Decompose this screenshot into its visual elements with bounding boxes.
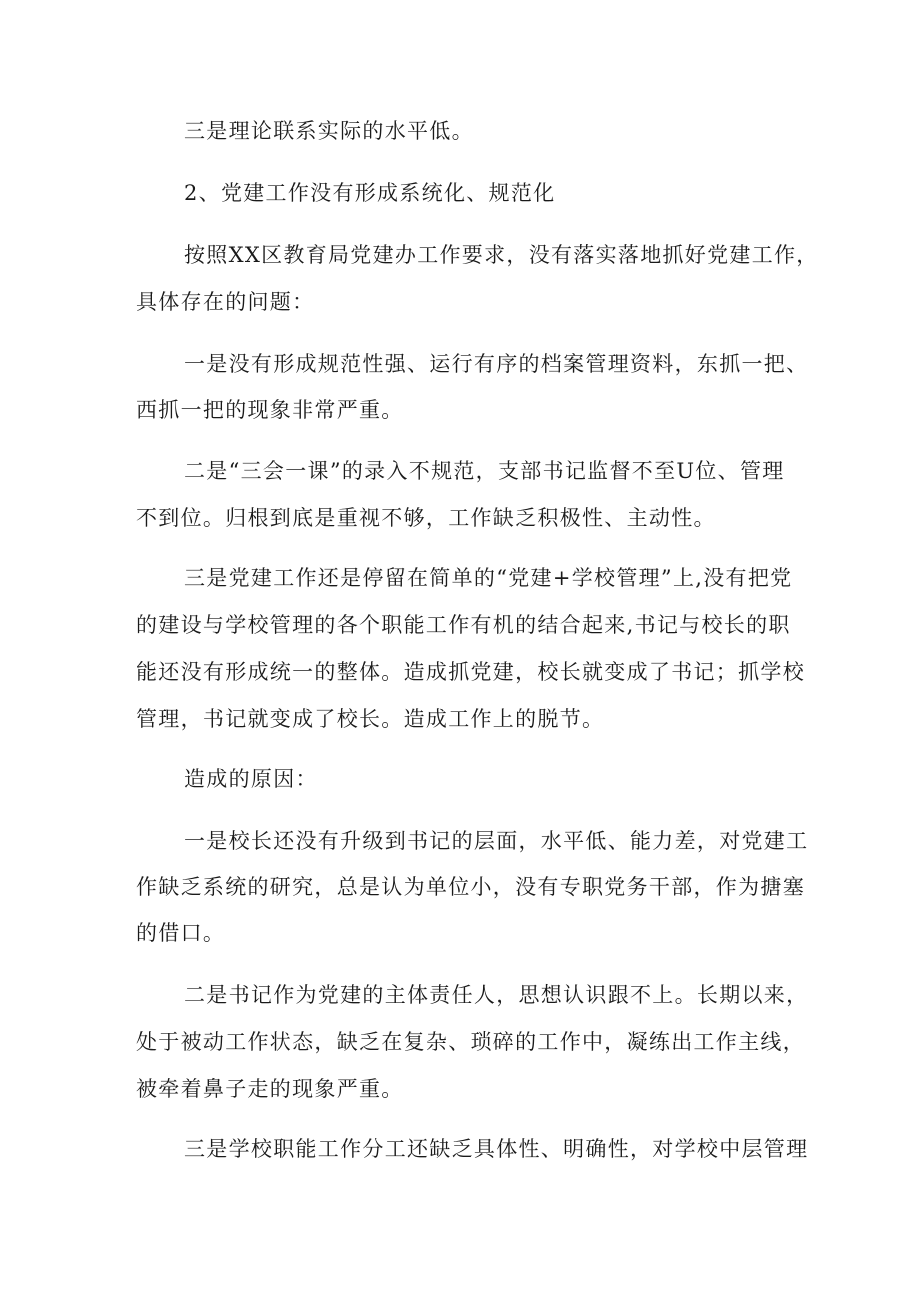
paragraph-line: 二是书记作为党建的主体责任人，思想认识跟不上。长期以来， xyxy=(184,983,809,1007)
paragraph-line: 能还没有形成统一的整体。造成抓党建，校长就变成了书记；抓学校 xyxy=(136,660,805,684)
paragraph-line: 西抓一把的现象非常严重。 xyxy=(136,398,404,422)
paragraph-line: 一是校长还没有升级到书记的层面，水平低、能力差，对党建工 xyxy=(184,829,809,853)
paragraph-line: 一是没有形成规范性强、运行有序的档案管理资料，东抓一把、 xyxy=(184,352,809,376)
paragraph-line: 不到位。归根到底是重视不够，工作缺乏积极性、主动性。 xyxy=(136,506,716,530)
paragraph-line: 作缺乏系统的研究，总是认为单位小，没有专职党务干部，作为搪塞 xyxy=(136,875,805,899)
paragraph-line: 二是“三会一课”的录入不规范，支部书记监督不至U位、管理 xyxy=(184,459,785,483)
paragraph-line: 三是党建工作还是停留在简单的“党建+学校管理”上,没有把党 xyxy=(184,566,793,590)
paragraph-line: 造成的原因： xyxy=(184,767,318,791)
paragraph-line: 被牵着鼻子走的现象严重。 xyxy=(136,1077,404,1101)
paragraph-line: 三是学校职能工作分工还缺乏具体性、明确性，对学校中层管理 xyxy=(184,1137,809,1161)
paragraph-line: 管理，书记就变成了校长。造成工作上的脱节。 xyxy=(136,707,605,731)
section-heading: 2、党建工作没有形成系统化、规范化 xyxy=(184,181,556,205)
paragraph-line: 处于被动工作状态，缺乏在复杂、琐碎的工作中，凝练出工作主线， xyxy=(136,1030,805,1054)
paragraph-line: 具体存在的问题： xyxy=(136,290,315,314)
paragraph-line: 的建设与学校管理的各个职能工作有机的结合起来,书记与校长的职 xyxy=(136,613,791,637)
paragraph-line: 三是理论联系实际的水平低。 xyxy=(184,119,474,143)
paragraph-line: 的借口。 xyxy=(136,921,226,945)
paragraph-line: 按照XX区教育局党建办工作要求，没有落实落地抓好党建工作， xyxy=(184,243,819,267)
